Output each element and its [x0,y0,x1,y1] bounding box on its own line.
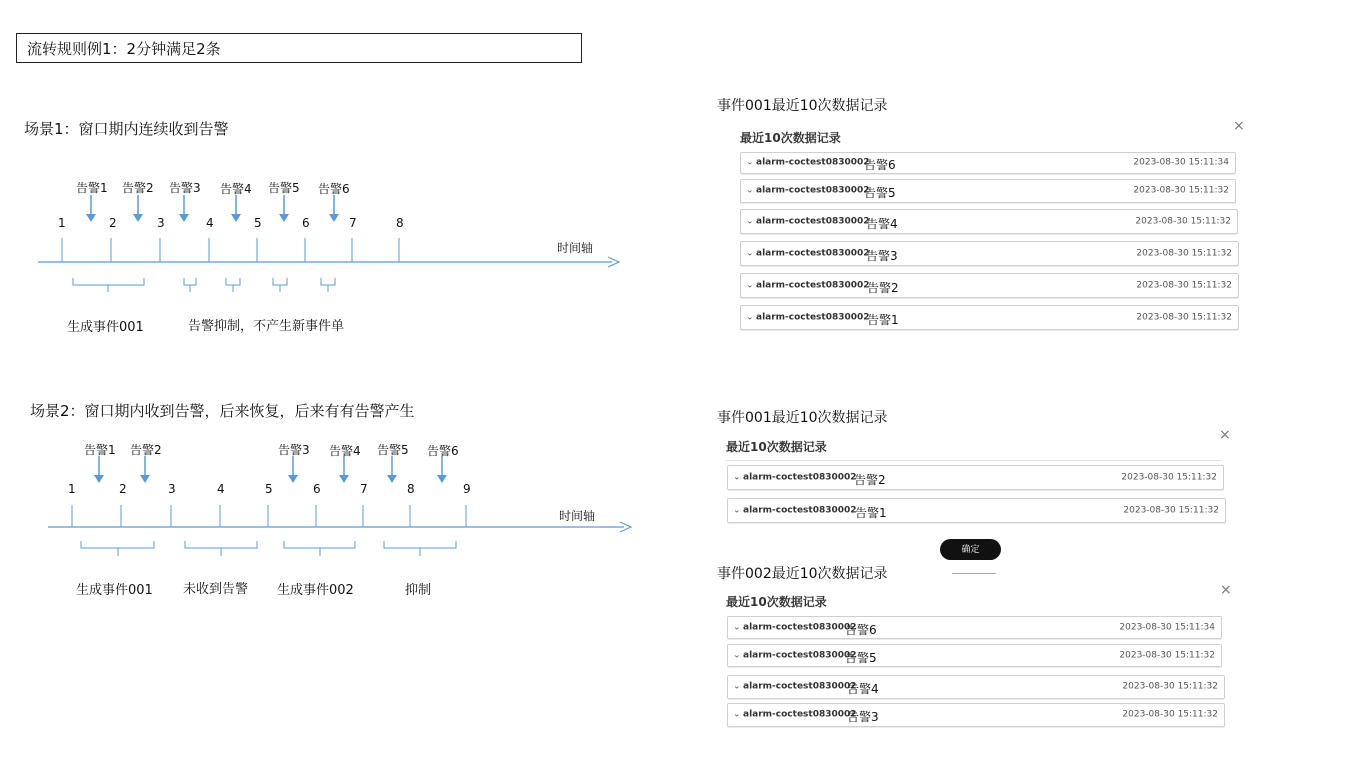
scene1-axis [38,238,619,267]
record-row[interactable] [727,703,1225,727]
scene2-group-label: 未收到告警 [183,582,249,597]
record-alarm: 告警1 [855,505,887,520]
scene1-tick-label: 3 [157,216,165,230]
record-row[interactable] [740,209,1238,234]
record-alarm: 告警2 [867,280,899,295]
scene1-tick-label: 7 [349,216,357,230]
scene2-braces [81,541,456,556]
scene2-tick-label: 5 [265,482,273,496]
scene1-alarm-label: 告警1 [76,181,108,195]
record-row[interactable] [727,465,1224,490]
record-row[interactable] [740,305,1239,330]
record-row[interactable] [727,675,1225,699]
scene1-group-label: 生成事件001 [67,320,144,335]
record-time: 2023-08-30 15:11:32 [1122,681,1218,692]
panel3-close-icon[interactable]: × [1220,582,1232,598]
scene2-group-label: 抑制 [405,583,432,598]
record-name: alarm-coctest0830002 [756,185,870,196]
panel1-heading: 最近10次数据记录 [740,131,841,145]
scene1-title: 场景1：窗口期内连续收到告警 [24,120,229,138]
record-time: 2023-08-30 15:11:32 [1122,709,1218,720]
record-row[interactable] [727,644,1222,667]
record-row[interactable] [740,241,1239,266]
scene1-braces [73,278,335,292]
record-name: alarm-coctest0830002 [756,216,870,226]
chevron-down-icon[interactable]: ⌄ [746,312,754,322]
record-alarm: 告警1 [867,312,899,327]
scene2-tick-label: 7 [360,482,368,496]
scene1-tick-label: 6 [302,216,310,230]
scene1-alarm-label: 告警4 [220,182,252,196]
scene2-alarm-label: 告警6 [427,444,459,458]
record-alarm: 告警3 [866,248,898,263]
scene1-alarm-label: 告警2 [122,181,154,195]
record-alarm: 告警4 [866,216,898,231]
record-name: alarm-coctest0830002 [743,709,857,720]
scene2-axis-label: 时间轴 [559,509,596,523]
scene1-axis-label: 时间轴 [557,241,594,255]
record-row[interactable] [727,616,1222,639]
chevron-down-icon[interactable]: ⌄ [746,216,754,226]
scene2-tick-label: 1 [68,482,76,496]
scene2-group-label: 生成事件002 [277,583,354,598]
record-row[interactable] [740,273,1239,298]
record-time: 2023-08-30 15:11:32 [1133,185,1229,196]
scene2-alarm-label: 告警4 [329,444,361,458]
panel2-label: 事件001最近10次数据记录 [717,410,888,426]
scene2-alarm-label: 告警5 [377,443,409,457]
scene2-group-label: 生成事件001 [76,583,153,598]
panel1-close-icon[interactable]: × [1233,118,1245,134]
record-row[interactable] [727,498,1226,523]
record-name: alarm-coctest0830002 [743,650,857,660]
panel2-divider [726,460,1222,461]
scene2-tick-label: 3 [168,482,176,496]
scene1-tick-label: 2 [109,216,117,230]
record-alarm: 告警6 [845,622,877,637]
record-time: 2023-08-30 15:11:32 [1136,280,1232,290]
scene2-alarm-label: 告警2 [130,443,162,457]
record-name: alarm-coctest0830002 [743,472,857,482]
scene2-tick-label: 4 [217,482,225,496]
scene2-tick-label: 9 [463,482,471,496]
scene1-tick-label: 5 [254,216,262,230]
record-alarm: 告警4 [847,682,879,697]
scene1-tick-label: 1 [58,216,66,230]
scene1-tick-label: 8 [396,216,404,230]
scene2-tick-label: 2 [119,482,127,496]
confirm-button[interactable]: 确定 [940,539,1001,560]
record-name: alarm-coctest0830002 [743,681,857,692]
record-name: alarm-coctest0830002 [756,280,870,290]
record-time: 2023-08-30 15:11:34 [1119,622,1215,632]
panel3-label: 事件002最近10次数据记录 [717,566,888,582]
panel1-label: 事件001最近10次数据记录 [717,98,888,114]
scene2-alarm-label: 告警1 [84,443,116,457]
chevron-down-icon[interactable]: ⌄ [746,185,754,196]
record-time: 2023-08-30 15:11:34 [1133,157,1229,168]
record-time: 2023-08-30 15:11:32 [1119,650,1215,660]
record-name: alarm-coctest0830002 [743,622,857,632]
record-row[interactable] [740,152,1236,174]
chevron-down-icon[interactable]: ⌄ [733,681,741,692]
record-alarm: 告警6 [864,158,896,173]
chevron-down-icon[interactable]: ⌄ [733,650,741,660]
record-name: alarm-coctest0830002 [756,312,870,322]
chevron-down-icon[interactable]: ⌄ [746,248,754,258]
chevron-down-icon[interactable]: ⌄ [746,280,754,290]
record-row[interactable] [740,179,1236,203]
scene2-alarm-label: 告警3 [278,443,310,457]
chevron-down-icon[interactable]: ⌄ [733,622,741,632]
panel2-heading: 最近10次数据记录 [726,440,827,454]
record-time: 2023-08-30 15:11:32 [1121,472,1217,482]
scene1-alarm-label: 告警5 [268,181,300,195]
record-time: 2023-08-30 15:11:32 [1136,248,1232,258]
chevron-down-icon[interactable]: ⌄ [733,505,741,515]
confirm-underline [952,573,996,574]
scene1-tick-label: 4 [206,216,214,230]
chevron-down-icon[interactable]: ⌄ [733,709,741,720]
scene1-alarm-label: 告警3 [169,181,201,195]
record-alarm: 告警3 [847,710,879,725]
record-time: 2023-08-30 15:11:32 [1136,312,1232,322]
timeline-diagram [0,0,680,620]
panel2-close-icon[interactable]: × [1219,427,1231,443]
record-name: alarm-coctest0830002 [756,157,870,168]
scene2-tick-label: 6 [313,482,321,496]
rule-title: 流转规则例1：2分钟满足2条 [16,33,582,63]
record-time: 2023-08-30 15:11:32 [1135,216,1231,226]
scene1-group-label: 告警抑制，不产生新事件单 [188,319,345,334]
scene1-alarm-label: 告警6 [318,182,350,196]
scene2-tick-label: 8 [407,482,415,496]
record-name: alarm-coctest0830002 [743,505,857,515]
record-time: 2023-08-30 15:11:32 [1123,505,1219,515]
scene2-axis [48,505,631,532]
chevron-down-icon[interactable]: ⌄ [733,472,741,482]
panel3-heading: 最近10次数据记录 [726,595,827,609]
chevron-down-icon[interactable]: ⌄ [746,157,754,168]
record-alarm: 告警2 [854,472,886,487]
record-name: alarm-coctest0830002 [756,248,870,258]
scene2-title: 场景2：窗口期内收到告警，后来恢复，后来有有告警产生 [30,402,415,420]
scene2-alarm-arrows [94,456,447,483]
record-alarm: 告警5 [864,186,896,201]
record-alarm: 告警5 [845,650,877,665]
